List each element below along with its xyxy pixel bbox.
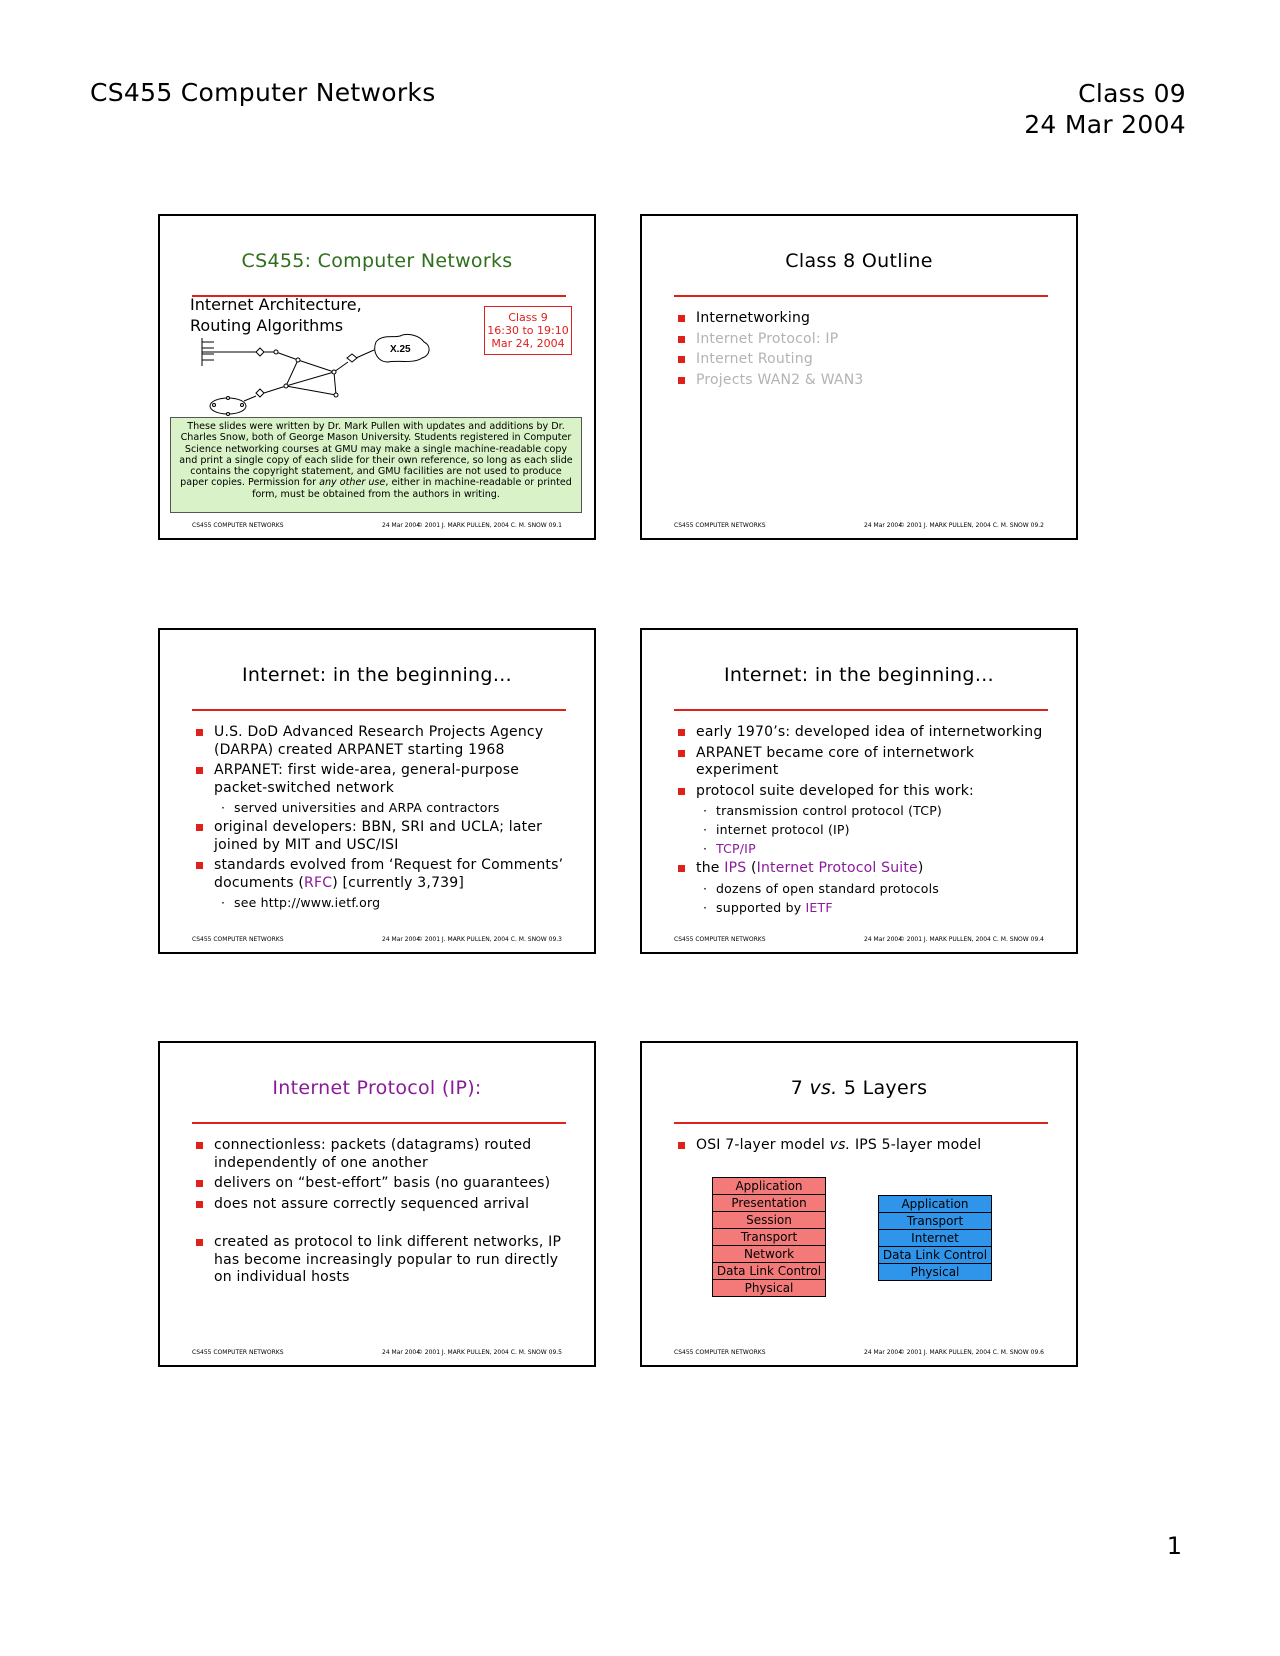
class-box-line: 16:30 to 19:10 [487,324,569,337]
list-item: Internetworking [678,310,1054,328]
page-header-date: 24 Mar 2004 [1024,110,1186,139]
ips-layer: Transport [879,1213,992,1230]
list-item: U.S. DoD Advanced Research Projects Agency (DARPA) created ARPANET starting 1968 [196,724,572,759]
slide-1 [158,214,596,540]
footer-copyright-text: © 2001 J. MARK PULLEN, 2004 C. M. SNOW [898,522,1029,529]
footer-copyright-text: © 2001 J. MARK PULLEN, 2004 C. M. SNOW [416,1349,547,1356]
list-item: ARPANET became core of internetwork experiment [678,745,1054,780]
slide-title: Internet Protocol (IP): [272,1077,482,1099]
footer-slide-number: 09.6 [1030,1349,1044,1356]
subtitle-line: Routing Algorithms [190,316,344,335]
list-item: ARPANET: first wide-area, general-purpose packet-switched network [196,762,572,797]
slide-2 [640,214,1078,540]
footer-date: 24 Mar 2004 [864,522,903,529]
page-number: 1 [1166,1532,1182,1560]
slide-footer [192,936,562,944]
bullet-list [678,724,1054,919]
slide-title: Internet: in the beginning… [241,664,513,686]
page-header-class: Class 09 [1078,79,1186,108]
title-rule [674,709,1048,711]
ips-layer: Internet [879,1230,992,1247]
osi-layer: Network [713,1246,826,1263]
slide-4 [640,628,1078,954]
sub-list-item[interactable]: · TCP/IP [678,841,1054,857]
ips-layer: Data Link Control [879,1247,992,1264]
title-part: 5 Layers [837,1077,928,1099]
slide-title [642,1077,1076,1099]
footer-date: 24 Mar 2004 [864,936,903,943]
diagram-label: X.25 [390,344,411,355]
sub-list-item [678,900,1054,916]
osi-layer: Session [713,1212,826,1229]
class-box-line: Mar 24, 2004 [491,337,565,350]
slide-footer [674,1349,1044,1357]
notice-text: These slides were written by Dr. Mark Pullen with updates and additions by Dr. Charles Snow, both of George Mason University. Students registered in Computer Science networking courses at GMU may make a single machine-readable copy and print a single copy of each slide for their own reference, so long as each slide contains the copyright statement, and GMU facilities are not used to produce paper copies. Permission for [179,421,573,489]
list-item: Projects WAN2 & WAN3 [678,372,1054,390]
item-text: ) [currently 3,739] [332,874,465,891]
item-text: ) [917,860,924,876]
item-text: supported by [716,899,806,915]
osi-layer: Application [713,1178,826,1195]
footer-copyright-text: © 2001 J. MARK PULLEN, 2004 C. M. SNOW [416,522,547,529]
list-item: delivers on “best-effort” basis (no guarantees) [196,1175,572,1193]
network-diagram [200,328,440,416]
slide-footer [674,936,1044,944]
slide-3 [158,628,596,954]
footer-course: CS455 COMPUTER NETWORKS [674,522,766,529]
item-text: IPS 5-layer model [850,1137,982,1153]
list-item [196,857,572,892]
class-box-line: Class 9 [508,311,548,324]
sub-list-item: · served universities and ARPA contractors [196,800,572,816]
footer-slide-number: 09.3 [548,936,562,943]
rfc-link[interactable]: RFC [304,874,333,891]
osi-layer: Presentation [713,1195,826,1212]
bullet-list [678,1137,1054,1158]
item-vs: vs. [829,1137,851,1153]
list-item [678,860,1054,878]
footer-course: CS455 COMPUTER NETWORKS [192,936,284,943]
notice-emphasis: any other use [319,477,386,489]
footer-copyright-text: © 2001 J. MARK PULLEN, 2004 C. M. SNOW [898,936,1029,943]
title-rule [674,1122,1048,1124]
item-text: ( [746,860,757,876]
ips-link[interactable]: IPS [724,860,747,876]
slide-5 [158,1041,596,1367]
list-item: connectionless: packets (datagrams) routed independently of one another [196,1137,572,1172]
footer-copyright [417,936,562,943]
list-item: Internet Protocol: IP [678,331,1054,349]
osi-layer: Transport [713,1229,826,1246]
slide-footer [192,522,562,530]
copyright-notice [170,417,582,513]
slide-title: Internet: in the beginning… [723,664,995,686]
footer-date: 24 Mar 2004 [382,1349,421,1356]
list-item: Internet Routing [678,351,1054,369]
osi-layer: Data Link Control [713,1263,826,1280]
footer-copyright [899,522,1044,529]
footer-slide-number: 09.1 [548,522,562,529]
list-item: early 1970’s: developed idea of internetworking [678,724,1054,742]
item-text: standards evolved from ‘Request for Comments’ documents ( [214,857,564,891]
list-spacer [196,1216,572,1234]
title-rule [674,295,1048,297]
footer-date: 24 Mar 2004 [382,936,421,943]
ips-layer-stack [878,1195,992,1281]
title-vs: vs. [809,1077,838,1099]
footer-course: CS455 COMPUTER NETWORKS [674,1349,766,1356]
osi-layer: Physical [713,1280,826,1297]
class-info-box [484,306,572,355]
footer-course: CS455 COMPUTER NETWORKS [192,1349,284,1356]
slide-title: Class 8 Outline [785,250,933,272]
footer-copyright [417,1349,562,1356]
page-header-course: CS455 Computer Networks [90,78,436,107]
title-part: 7 [790,1077,810,1099]
footer-copyright-text: © 2001 J. MARK PULLEN, 2004 C. M. SNOW [898,1349,1029,1356]
footer-date: 24 Mar 2004 [382,522,421,529]
footer-slide-number: 09.2 [1030,522,1044,529]
slide-footer [674,522,1044,530]
osi-layer-stack [712,1177,826,1297]
footer-course: CS455 COMPUTER NETWORKS [674,936,766,943]
list-item: protocol suite developed for this work: [678,783,1054,801]
ips-layer: Application [879,1196,992,1213]
ietf-link[interactable]: IETF [805,899,833,915]
footer-slide-number: 09.4 [1030,936,1044,943]
title-rule [192,1122,566,1124]
bullet-list [196,724,572,914]
list-item: created as protocol to link different networks, IP has become increasingly popular to run directly on individual hosts [196,1234,572,1287]
footer-copyright-text: © 2001 J. MARK PULLEN, 2004 C. M. SNOW [416,936,547,943]
notice-text: , either in machine-readable or printed form, must be obtained from the authors in writing. [252,477,572,500]
footer-course: CS455 COMPUTER NETWORKS [192,522,284,529]
sub-list-item: · see http://www.ietf.org [196,895,572,911]
slide-6 [640,1041,1078,1367]
subtitle-line: Internet Architecture, [190,295,362,314]
bullet-list [678,310,1054,392]
footer-copyright [899,936,1044,943]
list-item: does not assure correctly sequenced arrival [196,1196,572,1214]
footer-date: 24 Mar 2004 [864,1349,903,1356]
title-rule [192,709,566,711]
item-text: OSI 7-layer model [696,1137,830,1153]
footer-slide-number: 09.5 [548,1349,562,1356]
footer-copyright [899,1349,1044,1356]
sub-list-item: · dozens of open standard protocols [678,881,1054,897]
slide-footer [192,1349,562,1357]
sub-list-item: · transmission control protocol (TCP) [678,803,1054,819]
page-header-right [1024,78,1186,140]
slide-title: CS455: Computer Networks [241,250,513,272]
bullet-list [196,1137,572,1290]
list-item: original developers: BBN, SRI and UCLA; later joined by MIT and USC/ISI [196,819,572,854]
ips-suite-link[interactable]: Internet Protocol Suite [756,860,918,876]
list-item [678,1137,1054,1155]
footer-copyright [417,522,562,529]
item-text: the [696,860,725,876]
sub-list-item: · internet protocol (IP) [678,822,1054,838]
ips-layer: Physical [879,1264,992,1281]
